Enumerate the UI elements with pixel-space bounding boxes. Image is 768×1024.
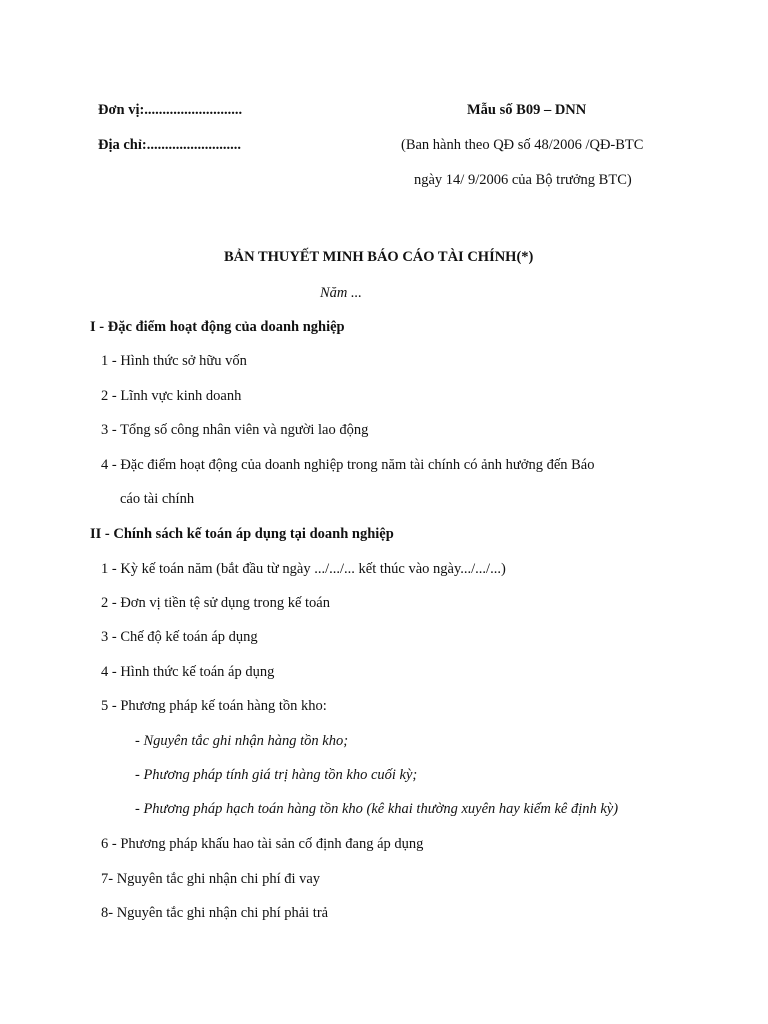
inventory-subitem: - Phương pháp hạch toán hàng tồn kho (kê khai thường xuyên hay kiểm kê định kỳ) — [135, 801, 619, 817]
section-1-item: 4 - Đặc điểm hoạt động của doanh nghiệp trong năm tài chính có ảnh hưởng đến Báo — [101, 457, 595, 473]
address-field: Địa chỉ:.......................... — [98, 137, 241, 153]
section-1-item: 3 - Tổng số công nhân viên và người lao động — [101, 422, 369, 438]
inventory-subitem: - Phương pháp tính giá trị hàng tồn kho cuối kỳ; — [135, 767, 418, 783]
unit-field: Đơn vị:........................... — [98, 102, 243, 118]
section-2-item: 7- Nguyên tắc ghi nhận chi phí đi vay — [101, 871, 321, 887]
form-number: Mẫu số B09 – DNN — [467, 102, 587, 118]
document-year: Năm ... — [320, 285, 362, 301]
section-1-heading: I - Đặc điểm hoạt động của doanh nghiệp — [90, 319, 345, 335]
section-2-item: 1 - Kỳ kế toán năm (bắt đầu từ ngày .../.../... kết thúc vào ngày.../.../...) — [101, 561, 506, 577]
section-2-item: 5 - Phương pháp kế toán hàng tồn kho: — [101, 698, 327, 714]
section-2-item: 2 - Đơn vị tiền tệ sử dụng trong kế toán — [101, 595, 330, 611]
section-2-item: 4 - Hình thức kế toán áp dụng — [101, 664, 275, 680]
issued-by-decision: (Ban hành theo QĐ số 48/2006 /QĐ-BTC — [401, 137, 644, 153]
section-2-item: 8- Nguyên tắc ghi nhận chi phí phải trả — [101, 905, 329, 921]
document-title: BẢN THUYẾT MINH BÁO CÁO TÀI CHÍNH(*) — [224, 249, 534, 265]
issued-date: ngày 14/ 9/2006 của Bộ trưởng BTC) — [414, 172, 632, 188]
inventory-subitem: - Nguyên tắc ghi nhận hàng tồn kho; — [135, 733, 349, 749]
section-2-heading: II - Chính sách kế toán áp dụng tại doanh nghiệp — [90, 526, 394, 542]
section-2-item: 3 - Chế độ kế toán áp dụng — [101, 629, 258, 645]
section-1-item: 2 - Lĩnh vực kinh doanh — [101, 388, 242, 404]
section-1-item-continuation: cáo tài chính — [120, 491, 195, 507]
section-2-item: 6 - Phương pháp khấu hao tài sản cố định đang áp dụng — [101, 836, 424, 852]
section-1-item: 1 - Hình thức sở hữu vốn — [101, 353, 247, 369]
